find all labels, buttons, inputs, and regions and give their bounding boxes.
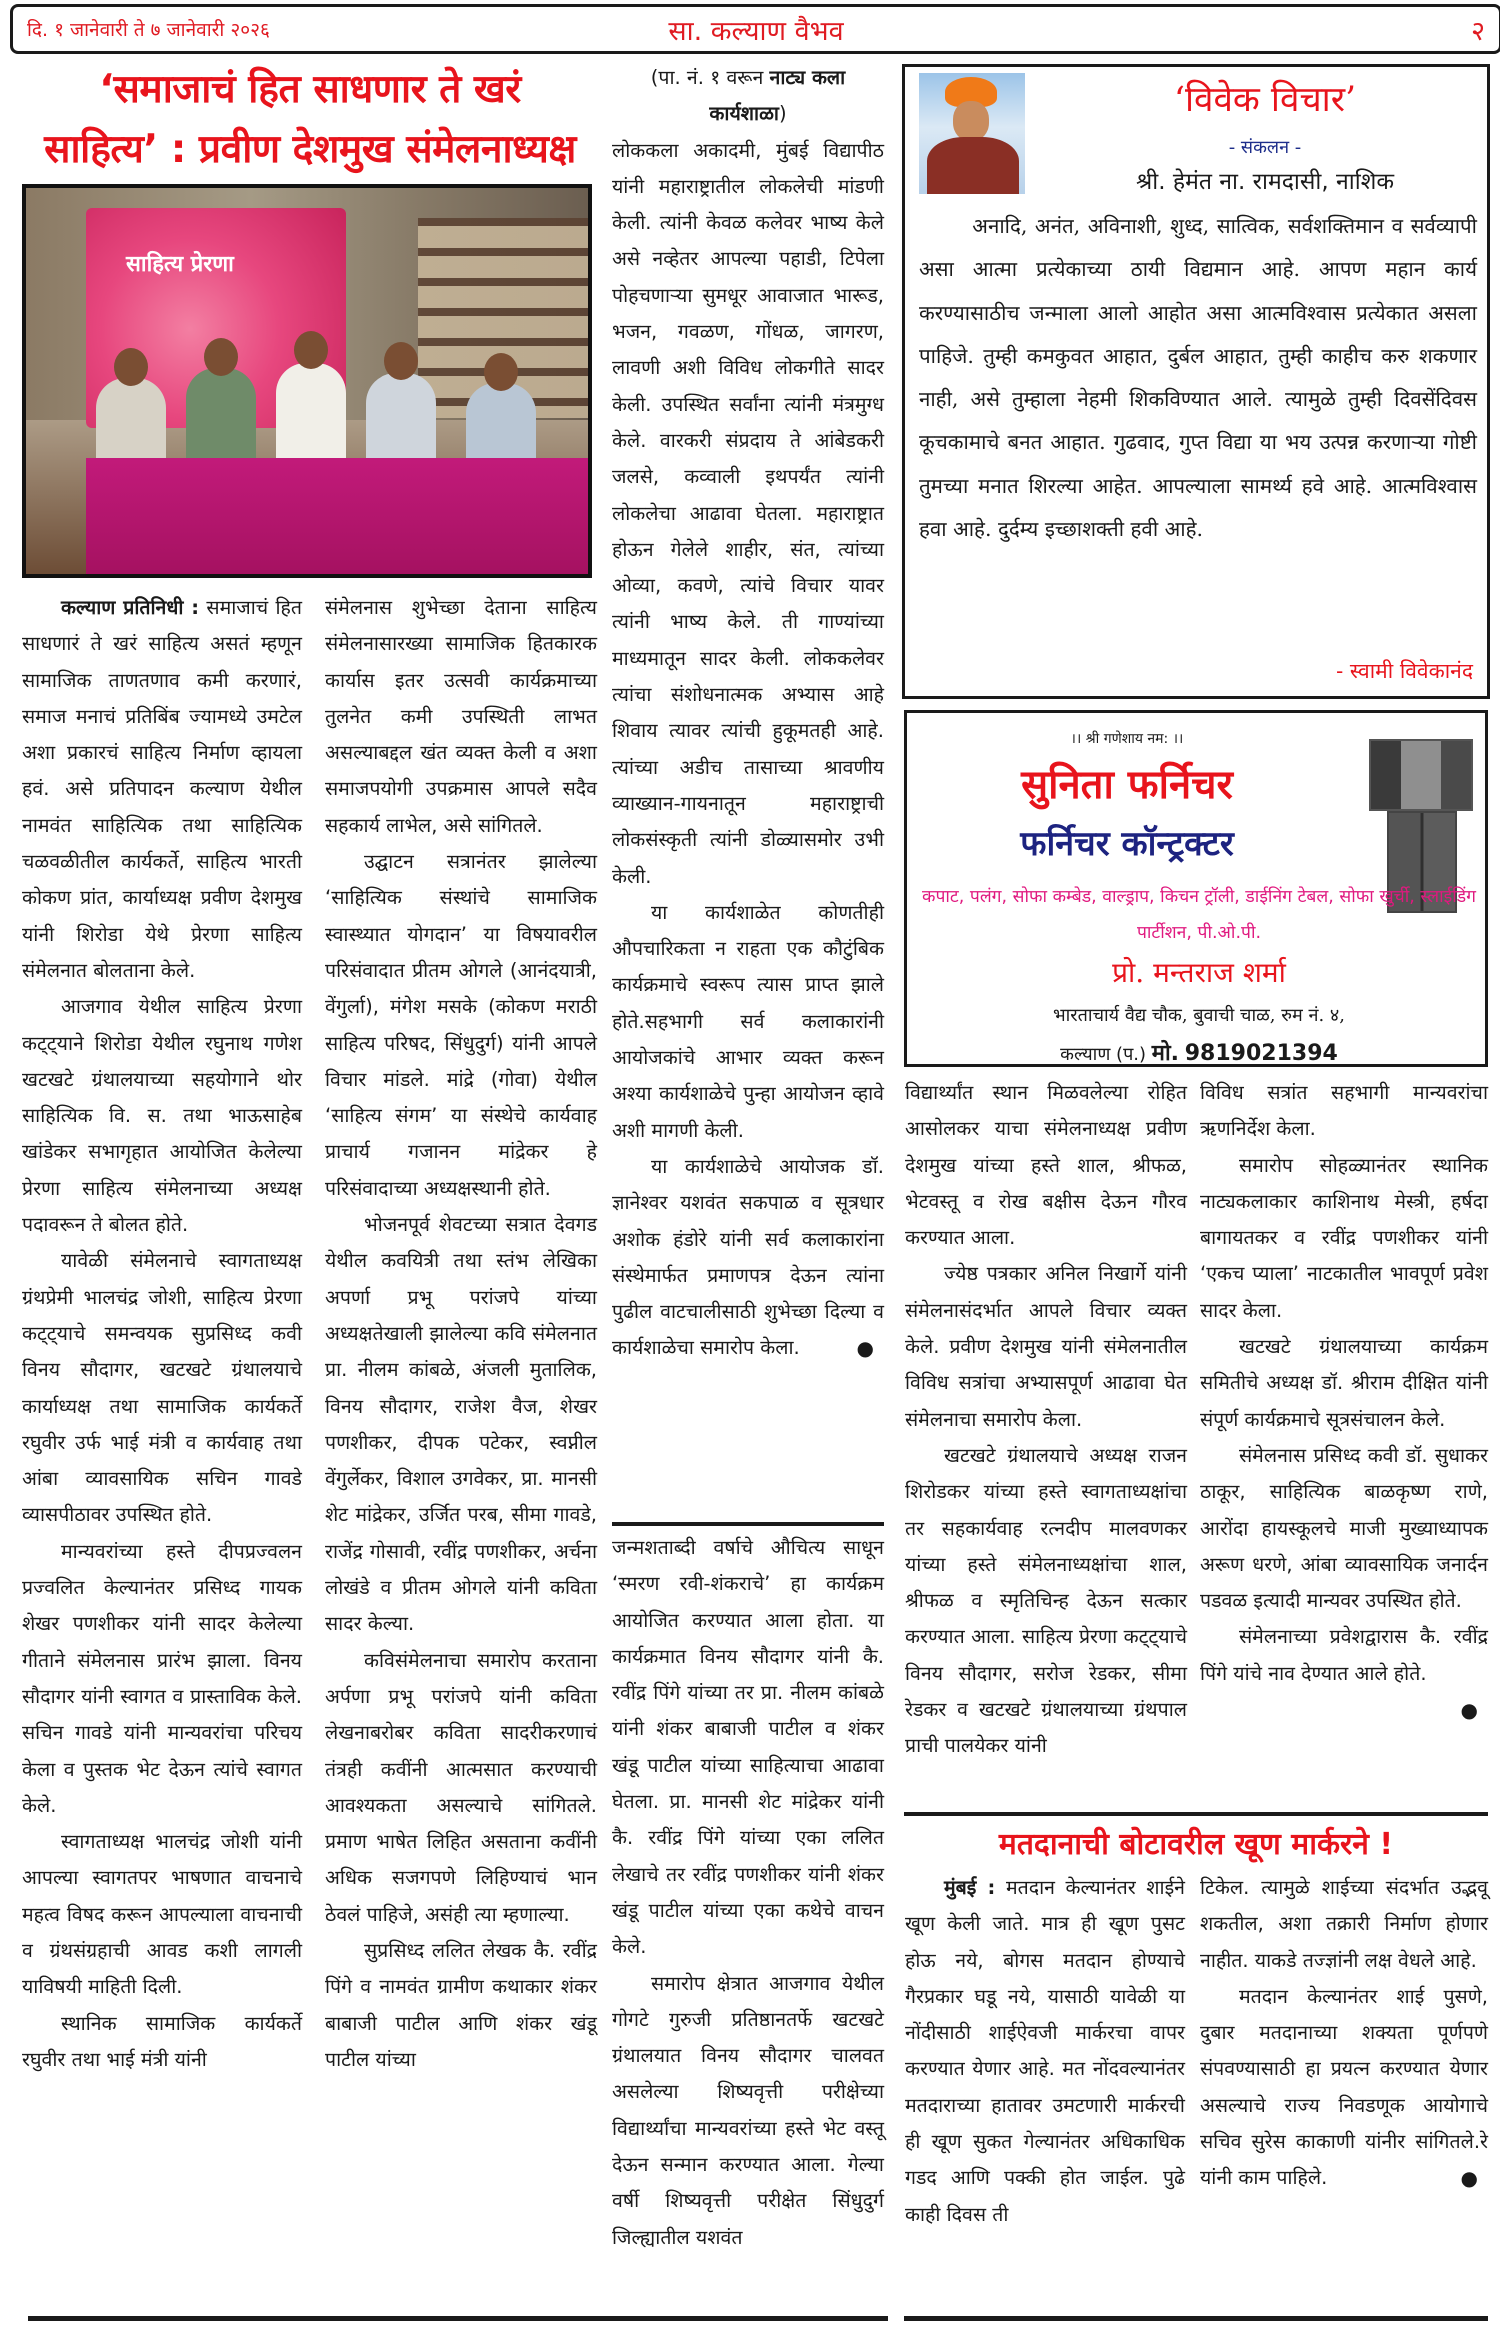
viveka-quote: अनादि, अनंत, अविनाशी, शुध्द, सात्विक, सर्वशक्तिमान व सर्वव्यापी असा आत्मा प्रत्येकाच्या ठायी विद्यमान आहे. आपण महान कार्य करण्यासाठीच जन्माला आलो आहोत असा आत्मविश्वास प्रत्येकात असला पाहिजे. तुम्ही कमकुवत आहात, दुर्बल आहात, तुम्ही काहीच करु शकणार नाही, असे तुम्हाला नेहमी शिकविण्यात आले. त्यामुळे तुम्ही दिवसेंदिवस कूचकामाचे बनत आहात. गुढवाद, गुप्त विद्या या भय उत्पन्न करणाऱ्या गोष्टी तुमच्या मनात शिरल्या आहेत. आपल्याला सामर्थ्य हवे आहे. आत्मविश्वास हवा आहे. दुर्दम्य इच्छाशक्ती हवी आहे. <box>919 214 1477 542</box>
ad-contact <box>907 1037 1491 1067</box>
ad-brand: सुनिता फर्निचर <box>1021 762 1233 808</box>
issue-date: दि. १ जानेवारी ते ७ जानेवारी २०२६ <box>27 19 270 41</box>
article-paragraph: ज्येष्ठ पत्रकार अनिल निखार्गे यांनी संमेलनासंदर्भात आपले विचार व्यक्त केले. प्रवीण देशमुख यांनी संमेलनातील विविध सत्रांचा अभ्यासपूर्ण आढावा घेत संमेलनाचा समारोप केला. <box>905 1262 1187 1431</box>
photo-stage-table <box>86 458 592 578</box>
event-photo <box>22 184 592 578</box>
photo-person-head <box>484 353 518 391</box>
article-paragraph: स्थानिक सामाजिक कार्यकर्ते रघुवीर तथा भाई मंत्री यांनी <box>22 2011 302 2071</box>
election-article-column-1 <box>905 1870 1185 2233</box>
compiled-label: - संकलन - <box>1228 137 1302 158</box>
article-paragraph: खटखटे ग्रंथालयाच्या कार्यक्रम समितीचे अध्यक्ष डॉ. श्रीराम दीक्षित यांनी संपूर्ण कार्यक्रमाचे सूत्रसंचालन केले. <box>1200 1335 1488 1431</box>
ad-address: भारताचार्य वैद्य चौक, बुवाची चाळ, रुम नं. ४, <box>1052 1005 1346 1026</box>
lead-article-column-4 <box>905 1075 1187 1765</box>
viveka-title: ‘विवेक विचार’ <box>1173 80 1357 120</box>
ad-proprietor: प्रो. मन्तराज शर्मा <box>1112 956 1286 989</box>
article-paragraph: संमेलनास प्रसिध्द कवी डॉ. सुधाकर ठाकूर, साहित्यिक बाळकृष्ण राणे, आरोंदा हायस्कूलचे माजी मुख्याध्यापक अरूण धरणे, आंबा व्यावसायिक जनार्दन पडवळ इत्यादी मान्यवर उपस्थित होते. <box>1200 1443 1488 1613</box>
lead-article-column-1 <box>22 590 302 2078</box>
article-paragraph: मुंबई : मतदान केल्यानंतर शाईने खूण केली जाते. मात्र ही खूण पुसट होऊ नये, बोगस मतदान होण्याचे गैरप्रकार घडू नये, यासाठी यावेळी या नोंदीसाठी शाईऐवजी मार्करचा वापर करण्यात येणार आहे. मत नोंदवल्यानंतर मतदाराच्या हातावर उमटणारी मार्करची ही खूण सुकत गेल्यानंतर अधिकाधिक गडद आणि पक्की होत जाईल. पुढे काही दिवस ती <box>905 1876 1185 2226</box>
lead-paragraph: कल्याण प्रतिनिधी : समाजाचं हित साधणारं ते खरं साहित्य असतं म्हणून सामाजिक ताणतणाव कमी करणारं, समाज मनाचं प्रतिबिंब ज्यामध्ये उमटेल अशा प्रकारचं साहित्य निर्माण व्हायला हवं. असे प्रतिपादन कल्याण येथील नामवंत साहित्यिक तथा साहित्यिक चळवळीतील कार्यकर्ते, साहित्य भारती कोकण प्रांत, कार्याध्यक्ष प्रवीण देशमुख यांनी शिरोडा येथे प्रेरणा साहित्य संमेलनात बोलताना केले. <box>22 596 302 982</box>
article-paragraph: या कार्यशाळेचे आयोजक डॉ. ज्ञानेश्वर यशवंत सकपाळ व सूत्रधार अशोक हंडोरे यांनी सर्व कलाकारांना संस्थेमार्फत प्रमाणपत्र देऊन त्यांना पुढील वाटचालीसाठी शुभेच्छा दिल्या व कार्यशाळेचा समारोप केला. ● <box>612 1149 884 1367</box>
lead-headline-line-1: ‘समाजाचं हित साधणार ते खरं <box>99 67 521 112</box>
article-paragraph: समारोप क्षेत्रात आजगाव येथील गोगटे गुरुजी प्रतिष्ठानतर्फे खटखटे ग्रंथालयात विनय सौदागर चालवत असलेल्या शिष्यवृत्ती परीक्षेच्या विद्यार्थ्यांचा मान्यवरांच्या हस्ते भेट वस्तू देऊन सन्मान करण्यात आला. गेल्या वर्षी शिष्यवृत्ती परीक्षेत सिंधुदुर्ग जिल्ह्यातील यशवंत <box>612 1971 884 2249</box>
swami-vivekananda-portrait <box>919 73 1025 194</box>
lead-headline <box>20 60 600 185</box>
article-paragraph: आजगाव येथील साहित्य प्रेरणा कट्ट्याने शिरोडा येथील रघुनाथ गणेश खटखटे ग्रंथालयाच्या सहयोगाने थोर साहित्यिक वि. स. तथा भाऊसाहेब खांडेकर सभागृहात आयोजित केलेल्या प्रेरणा साहित्य संमेलनाच्या अध्यक्ष पदावरून ते बोलत होते. <box>22 995 302 1237</box>
compiler-name: श्री. हेमंत ना. रामदासी, नाशिक <box>1136 169 1394 195</box>
article-paragraph: समारोप सोहळ्यानंतर स्थानिक नाट्यकलाकार काशिनाथ मेस्त्री, हर्षदा बागायतकर व रवींद्र पणशीकर यांनी ‘एकच प्याला’ नाटकातील भावपूर्ण प्रवेश सादर केला. <box>1200 1153 1488 1322</box>
page-number: २ <box>1470 15 1485 47</box>
article-paragraph: मान्यवरांच्या हस्ते दीपप्रज्वलन प्रज्वलित केल्यानंतर प्रसिध्द गायक शेखर पणशीकर यांनी सादर केलेल्या गीताने संमेलनास प्रारंभ झाला. विनय सौदागर यांनी स्वागत व प्रास्ताविक केले. सचिन गावडे यांनी मान्यवरांचा परिचय केला व पुस्तक भेट देऊन त्यांचे स्वागत केले. <box>22 1539 302 1817</box>
ad-city: कल्याण (प.) <box>1060 1044 1147 1065</box>
ad-products: कपाट, पलंग, सोफा कम्बेड, वाल्ड्राप, किचन ट्रॉली, डाईनिंग टेबल, सोफा खुर्ची, स्लाईडिंग पार्टीशन, पी.ओ.पी. <box>922 887 1476 943</box>
article-paragraph: उद्घाटन सत्रानंतर झालेल्या ‘साहित्यिक संस्थांचे सामाजिक स्वास्थ्यात योगदान’ या विषयावरील परिसंवादात प्रीतम ओगले (आनंदयात्री, वेंगुर्ला), मंगेश मसके (कोकण मराठी साहित्य परिषद, सिंधुदुर्ग) यांनी आपले विचार मांडले. मांद्रे (गोवा) येथील ‘साहित्य संगम’ या संस्थेचे कार्यवाह प्राचार्य गजानन मांद्रेकर हे परिसंवादाच्या अध्यक्षस्थानी होते. <box>325 850 597 1200</box>
end-mark-icon: ● <box>1460 2166 1478 2191</box>
end-mark-icon: ● <box>856 1336 874 1361</box>
article-paragraph: संमेलनाच्या प्रवेशद्वारास कै. रवींद्र पिंगे यांचे नाव देण्यात आले होते. ● <box>1200 1619 1488 1692</box>
article-paragraph: टिकेल. त्यामुळे शाईच्या संदर्भात उद्भवू शकतील, अशा तक्रारी निर्माण होणार नाहीत. याकडे तज्ज्ञांनी लक्ष वेधले आहे. <box>1200 1876 1488 1972</box>
dateline: मुंबई : <box>944 1876 996 1899</box>
quote-signature: - स्वामी विवेकानंद <box>1336 659 1473 683</box>
article-paragraph: जन्मशताब्दी वर्षाचे औचित्य साधून ‘स्मरण रवी-शंकराचे’ हा कार्यक्रम आयोजित करण्यात आला होता. या कार्यक्रमात विनय सौदागर यांनी कै. रवींद्र पिंगे यांच्या तर प्रा. नीलम कांबळे यांनी शंकर बाबाजी पाटील व शंकर खंडू पाटील यांच्या साहित्याचा आढावा घेतला. प्रा. मानसी शेट मांद्रेकर यांनी कै. रवींद्र पिंगे यांच्या एका ललित लेखाचे तर रवींद्र पणशीकर यांनी शंकर खंडू पाटील यांच्या एका कथेचे वाचन केले. <box>612 1536 884 1959</box>
article-paragraph: यावेळी संमेलनाचे स्वागताध्यक्ष ग्रंथप्रेमी भालचंद्र जोशी, साहित्य प्रेरणा कट्ट्याचे समन्वयक सुप्रसिध्द कवी विनय सौदागर, खटखटे ग्रंथालयाचे कार्याध्यक्ष तथा सामाजिक कार्यकर्ते रघुवीर उर्फ भाई मंत्री व कार्यवाह तथा आंबा व्यावसायिक सचिन गावडे व्यासपीठावर उपस्थित होते. <box>22 1249 302 1527</box>
article-paragraph: विद्यार्थ्यांत स्थान मिळवलेल्या रोहित आसोलकर याचा संमेलनाध्यक्ष प्रवीण देशमुख यांच्या हस्ते शाल, श्रीफळ, भेटवस्तू व रोख बक्षीस देऊन गौरव करण्यात आला. <box>905 1081 1187 1250</box>
cabinet-image <box>1369 739 1473 811</box>
bottom-rule <box>904 2316 1488 2321</box>
continued-article <box>612 60 884 1367</box>
article-paragraph: मतदान केल्यानंतर शाई पुसणे, दुबार मतदानाच्या शक्यता पूर्णपणे संपवण्यासाठी हा प्रयत्न करण्यात येणार असल्याचे राज्य निवडणूक आयोगाचे सचिव सुरेस काकाणी यांनीर सांगितले.रे यांनी काम पाहिले. ● <box>1200 1979 1488 2197</box>
section-rule <box>904 1812 1488 1816</box>
election-headline: मतदानाची बोटावरील खूण मार्करने ! <box>998 1827 1394 1862</box>
furniture-advertisement <box>904 710 1488 1067</box>
dateline: कल्याण प्रतिनिधी : <box>61 596 200 619</box>
election-article-column-2 <box>1200 1870 1488 2197</box>
lead-article-column-3 <box>612 1530 884 2256</box>
photo-person-head <box>204 338 238 376</box>
article-paragraph: खटखटे ग्रंथालयाचे अध्यक्ष राजन शिरोडकर यांच्या हस्ते स्वागताध्यक्षांचा तर सहकार्यवाह रत्नदीप मालवणकर यांच्या हस्ते संमेलनाध्यक्षांचा शाल, श्रीफळ व स्मृतिचिन्ह देऊन सत्कार करण्यात आला. साहित्य प्रेरणा कट्ट्याचे विनय सौदागर, सरोज रेडकर, सीमा रेडकर व खटखटे ग्रंथालयाच्या ग्रंथपाल प्राची पालयेकर यांनी <box>905 1443 1187 1758</box>
section-rule <box>612 1522 884 1526</box>
paper-name: सा. कल्याण वैभव <box>668 15 844 47</box>
photo-person-head <box>114 348 148 386</box>
ad-tagline: फर्निचर कॉन्ट्रक्टर <box>1020 824 1234 864</box>
article-paragraph: स्वागताध्यक्ष भालचंद्र जोशी यांनी आपल्या स्वागतपर भाषणात वाचनाचे महत्व विषद करून आपल्याला वाचनाची व ग्रंथसंग्रहाची आवड कशी लागली याविषयी माहिती दिली. <box>22 1830 302 1999</box>
article-paragraph: लोककला अकादमी, मुंबई विद्यापीठ यांनी महाराष्ट्रातील लोकलेची मांडणी केली. त्यांनी केवळ कलेवर भाष्य केले असे नव्हेतर आपल्या पहाडी, टिपेला पोहचणाऱ्या सुमधूर आवाजात भारूड, भजन, गवळण, गोंधळ, जागरण, लावणी अशी विविध लोकगीते सादर केली. उपस्थित सर्वांना त्यांनी मंत्रमुग्ध केले. वारकरी संप्रदाय ते आंबेडकरी जलसे, कव्वाली इथपर्यंत त्यांनी लोकलेचा आढावा घेतला. महाराष्ट्रात होऊन गेलेले शाहीर, संत, त्यांच्या ओव्या, कवणे, त्यांचे विचार यावर त्यांनी भाष्य केले. ती गाण्यांच्या माध्यमातून सादर केली. लोककलेवर त्यांचा संशोधनात्मक अभ्यास आहे शिवाय त्यावर त्यांची हुकूमतही आहे. त्यांच्या अडीच तासाच्या श्रावणीय व्याख्यान-गायनातून महाराष्ट्राची लोकसंस्कृती त्यांनी डोळ्यासमोर उभी केली. <box>612 138 884 888</box>
ad-mobile-number[interactable]: 9819021394 <box>1184 1041 1338 1066</box>
article-paragraph: संमेलनास शुभेच्छा देताना साहित्य संमेलनासारख्या सामाजिक हितकारक कार्यास इतर उत्सवी कार्यक्रमाच्या तुलनेत कमी उपस्थिती लाभत असल्याबद्दल खंत व्यक्त केली व अशा समाजपयोगी उपक्रमास आपले सदैव सहकार्य लाभेल, असे सांगितले. <box>325 596 597 837</box>
ad-invocation: ।। श्री गणेशाय नम: ।। <box>1070 731 1184 747</box>
article-paragraph: सुप्रसिध्द ललित लेखक कै. रवींद्र पिंगे व नामवंत ग्रामीण कथाकार शंकर बाबाजी पाटील आणि शंकर खंडू पाटील यांच्या <box>325 1938 597 2071</box>
jump-line: (पा. नं. १ वरून नाट्य कला कार्यशाळा) <box>650 66 846 126</box>
bottom-rule <box>28 2316 888 2321</box>
lead-article-column-5 <box>1200 1075 1488 1728</box>
jump-title: नाट्य कला कार्यशाळा <box>709 66 846 126</box>
photo-person-head <box>294 331 328 369</box>
end-mark-icon: ● <box>1460 1698 1478 1723</box>
article-paragraph: भोजनपूर्व शेवटच्या सत्रात देवगड येथील कवयित्री तथा स्तंभ लेखिका अपर्णा प्रभू परांजपे यांच्या अध्यक्षतेखाली झालेल्या कवि संमेलनात प्रा. नीलम कांबळे, अंजली मुतालिक, विनय सौदागर, राजेश वैज, शेखर पणशीकर, दीपक पटेकर, स्वप्नील वेंगुर्लेकर, विशाल उगवेकर, प्रा. मानसी शेट मांद्रेकर, उर्जित परब, सीमा गावडे, राजेंद्र गोसावी, रवींद्र पणशीकर, अर्चना लोखंडे व प्रीतम ओगले यांनी कविता सादर केल्या. <box>325 1213 597 1636</box>
lead-headline-line-2: साहित्य’ : प्रवीण देशमुख संमेलनाध्यक्ष <box>44 127 576 172</box>
photo-person-head <box>384 342 418 380</box>
article-paragraph: विविध सत्रांत सहभागी मान्यवरांचा ऋणनिर्देश केला. <box>1200 1081 1488 1141</box>
lead-article-column-2 <box>325 590 597 2078</box>
photo-stage-banner: साहित्य प्रेरणा <box>86 208 346 428</box>
article-paragraph: कविसंमेलनाचा समारोप करताना अर्पणा प्रभू परांजपे यांनी कविता लेखनाबरोबर कविता सादरीकरणाचं तंत्रही कवींनी आत्मसात करण्याची आवश्यकता असल्याचे सांगितले. प्रमाण भाषेत लिहित असताना कवींनी अधिक सजगपणे लिहिण्याचं भान ठेवलं पाहिजे, असंही त्या म्हणाल्या. <box>325 1648 597 1926</box>
ad-mobile-label: मो. <box>1151 1041 1180 1066</box>
masthead <box>10 4 1500 54</box>
article-paragraph: या कार्यशाळेत कोणतीही औपचारिकता न राहता एक कौटुंबिक कार्यक्रमाचे स्वरूप त्यास प्राप्त झाले होते.सहभागी सर्व कलाकारांनी आयोजकांचे आभार व्यक्त करून अश्या कार्यशाळेचे पुन्हा आयोजन व्हावे अशी मागणी केली. <box>612 900 884 1142</box>
viveka-vichar-box <box>902 64 1490 699</box>
